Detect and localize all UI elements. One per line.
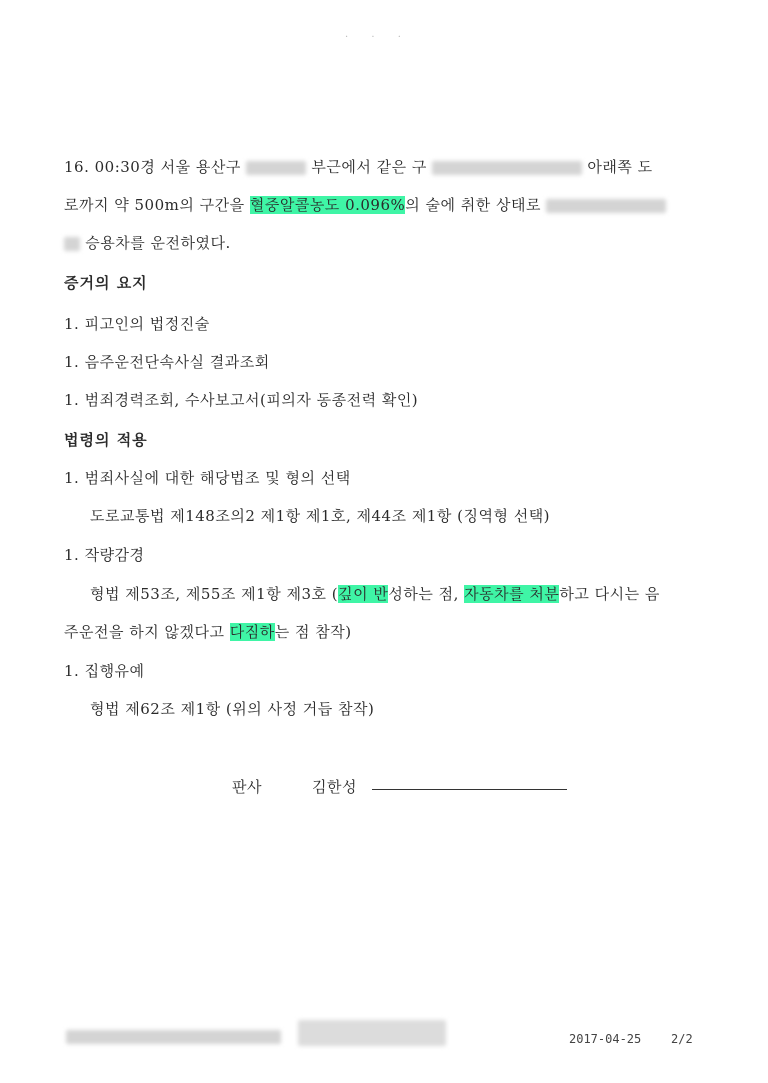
fact-text: 의 술에 취한 상태로 <box>405 196 541 214</box>
redacted-block <box>64 237 80 251</box>
evidence-item: 1. 음주운전단속사실 결과조회 <box>64 353 270 371</box>
fact-text: 16. 00:30경 서울 용산구 <box>64 158 241 176</box>
fact-line-2 <box>64 194 666 215</box>
redacted-block <box>432 161 582 175</box>
highlighted-text: 깊이 반 <box>338 585 389 603</box>
law-text: 는 점 참작) <box>274 623 352 641</box>
fact-text: 아래쪽 도 <box>587 158 653 176</box>
law-item: 1. 작량감경 <box>64 546 145 564</box>
scan-artifact: · · · <box>345 32 411 43</box>
highlighted-text: 혈중알콜농도 0.096% <box>249 196 406 214</box>
page-number: 2/2 <box>671 1032 693 1046</box>
law-detail: 형법 제62조 제1항 (위의 사정 거듭 참작) <box>90 700 375 718</box>
law-text: 성하는 점, <box>388 585 465 603</box>
law-item: 1. 집행유예 <box>64 662 145 680</box>
judge-name: 김한성 <box>312 778 357 796</box>
evidence-item: 1. 범죄경력조회, 수사보고서(피의자 동종전력 확인) <box>64 391 419 409</box>
signature-line <box>372 789 567 790</box>
highlighted-text: 다짐하 <box>229 623 275 641</box>
fact-text: 로까지 약 500m의 구간을 <box>64 196 250 214</box>
redacted-stamp <box>298 1020 446 1046</box>
evidence-item: 1. 피고인의 법정진술 <box>64 315 210 333</box>
redacted-block <box>246 161 306 175</box>
law-detail: 도로교통법 제148조의2 제1항 제1호, 제44조 제1항 (징역형 선택) <box>90 507 551 525</box>
highlighted-text: 자동차를 처분 <box>464 585 560 603</box>
fact-text: 승용차를 운전하였다. <box>85 234 231 252</box>
law-detail <box>90 583 660 604</box>
evidence-heading: 증거의 요지 <box>64 274 148 292</box>
law-detail-cont <box>64 621 352 642</box>
redacted-block <box>66 1030 281 1044</box>
law-text: 하고 다시는 음 <box>559 585 660 603</box>
fact-line-3 <box>64 232 231 253</box>
redacted-block <box>546 199 666 213</box>
fact-line-1 <box>64 156 653 177</box>
footer-date: 2017-04-25 <box>569 1032 642 1046</box>
judge-title: 판사 <box>232 778 262 796</box>
fact-text: 부근에서 같은 구 <box>311 158 427 176</box>
law-text: 주운전을 하지 않겠다고 <box>64 623 230 641</box>
law-text: 형법 제53조, 제55조 제1항 제3호 ( <box>90 585 339 603</box>
law-heading: 법령의 적용 <box>64 431 148 449</box>
law-item: 1. 범죄사실에 대한 해당법조 및 형의 선택 <box>64 469 351 487</box>
